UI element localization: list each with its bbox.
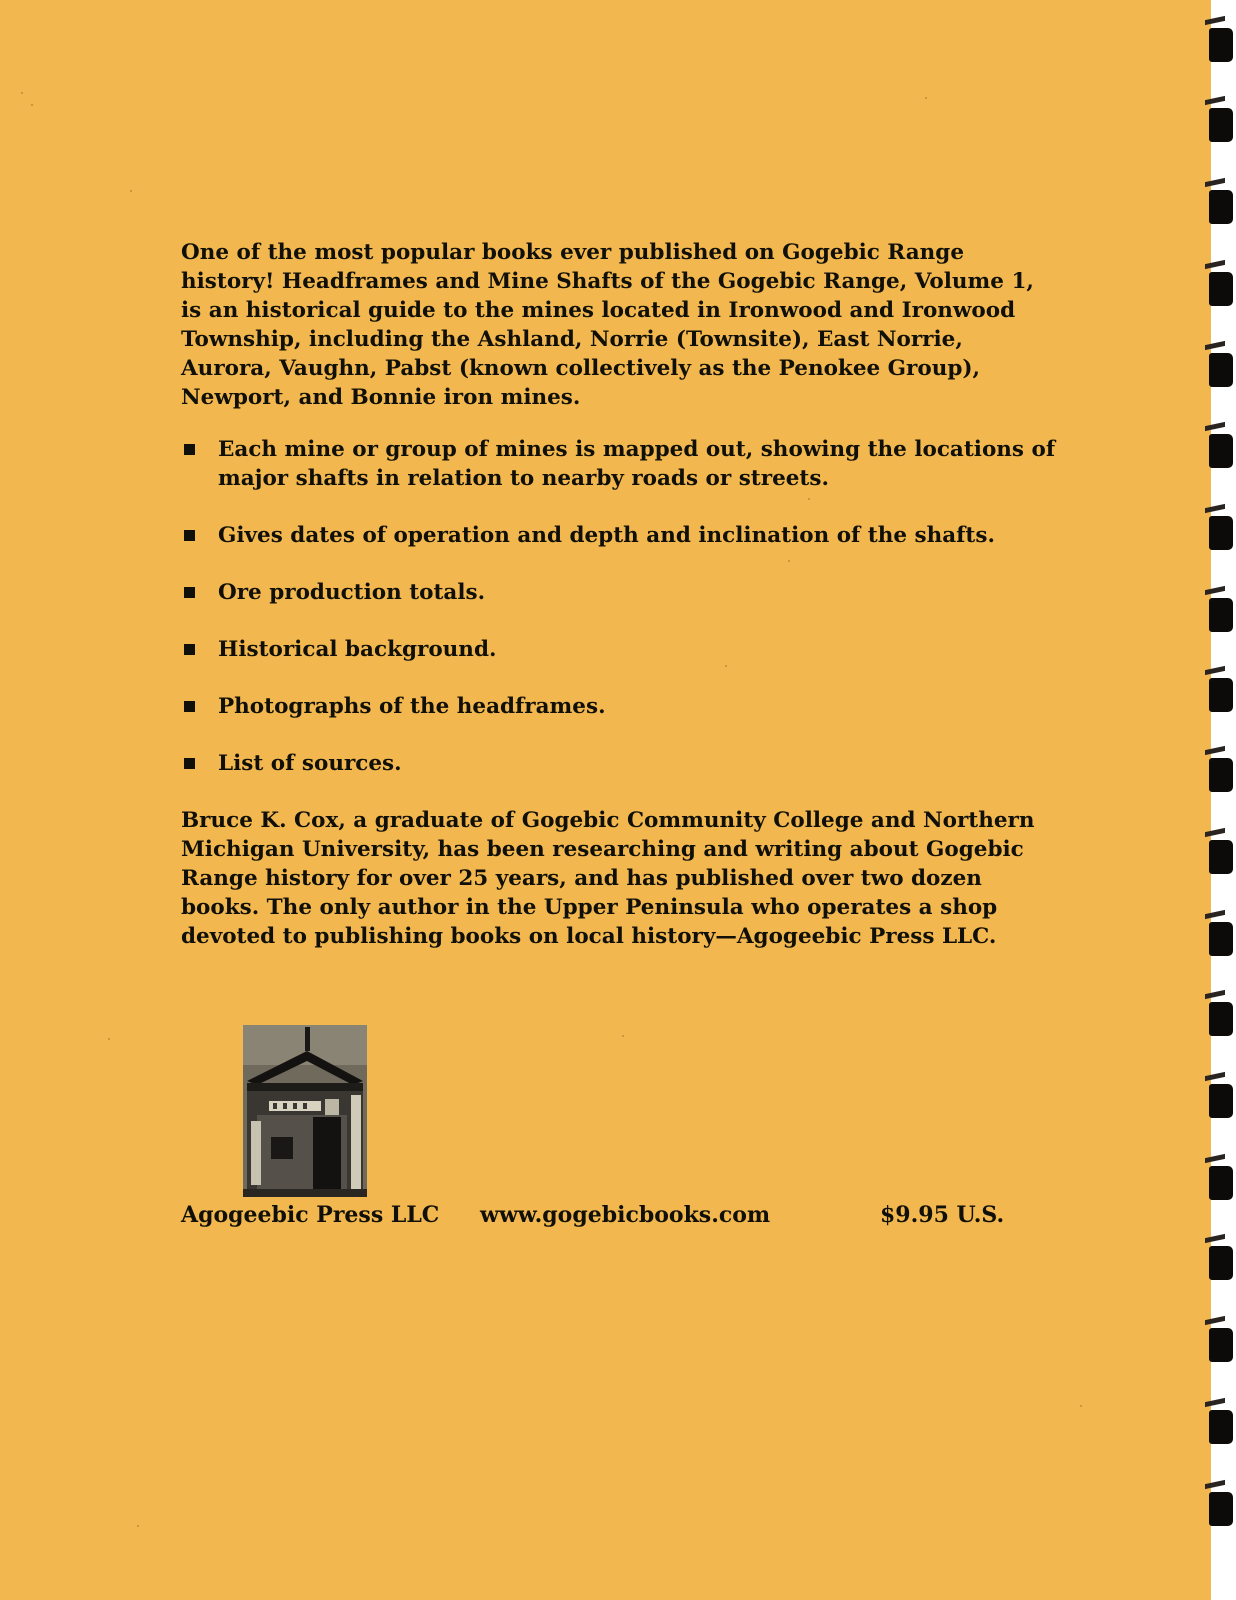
paper-speck xyxy=(925,97,927,99)
binding-coil xyxy=(1205,1400,1235,1444)
binding-coil xyxy=(1205,180,1235,224)
binding-coil xyxy=(1205,830,1235,874)
binding-coil xyxy=(1205,1156,1235,1200)
binding-coil xyxy=(1205,1318,1235,1362)
binding-coil xyxy=(1205,1482,1235,1526)
binding-coil xyxy=(1205,748,1235,792)
paper-speck xyxy=(130,190,132,192)
binding-coil xyxy=(1205,424,1235,468)
binding-coil xyxy=(1205,262,1235,306)
square-bullet-icon xyxy=(184,587,195,598)
spiral-binding-icon xyxy=(1205,0,1236,1600)
binding-coil xyxy=(1205,506,1235,550)
binding-coil xyxy=(1205,588,1235,632)
paper-speck xyxy=(21,92,23,94)
website-url: www.gogebicbooks.com xyxy=(480,1202,771,1228)
price-label: $9.95 U.S. xyxy=(880,1202,1005,1228)
square-bullet-icon xyxy=(184,644,195,655)
list-item xyxy=(181,435,1061,493)
binding-coil xyxy=(1205,1074,1235,1118)
binding-coil xyxy=(1205,18,1235,62)
paper-speck xyxy=(622,1035,624,1037)
binding-coil xyxy=(1205,1236,1235,1280)
square-bullet-icon xyxy=(184,530,195,541)
feature-text: List of sources. xyxy=(218,751,402,776)
feature-text: Each mine or group of mines is mapped out, showing the locations of major shafts in relation to nearby roads or streets. xyxy=(218,437,1056,491)
list-item xyxy=(181,749,1061,778)
feature-text: Gives dates of operation and depth and inclination of the shafts. xyxy=(218,523,995,548)
feature-text: Photographs of the headframes. xyxy=(218,694,606,719)
list-item xyxy=(181,578,1061,607)
paper-speck xyxy=(31,104,33,106)
binding-coil xyxy=(1205,343,1235,387)
author-bio: Bruce K. Cox, a graduate of Gogebic Community College and Northern Michigan University, has been researching and writing about Gogebic Range history for over 25 years, and has published over two dozen books. The only author in the Upper Peninsula who operates a shop devoted to publishing books on local history—Agogeebic Press LLC. xyxy=(181,808,1035,949)
binding-coil xyxy=(1205,992,1235,1036)
square-bullet-icon xyxy=(184,444,195,455)
feature-text: Ore production totals. xyxy=(218,580,486,605)
paper-speck xyxy=(1080,1405,1082,1407)
binding-coil xyxy=(1205,668,1235,712)
binding-coil xyxy=(1205,98,1235,142)
list-item xyxy=(181,692,1061,721)
feature-list xyxy=(181,435,1061,806)
headframe-photo xyxy=(243,1025,367,1197)
paper-speck xyxy=(108,1038,110,1040)
list-item xyxy=(181,635,1061,664)
square-bullet-icon xyxy=(184,758,195,769)
book-description: One of the most popular books ever published on Gogebic Range history! Headframes and Mine Shafts of the Gogebic Range, Volume 1, is an historical guide to the mines located in Ironwood and Ironwood Township, including the Ashland, Norrie (Townsite), East Norrie, Aurora, Vaughn, Pabst (known collectively as the Penokee Group), Newport, and Bonnie iron mines. xyxy=(181,240,1034,410)
square-bullet-icon xyxy=(184,701,195,712)
paper-speck xyxy=(137,1525,139,1527)
feature-text: Historical background. xyxy=(218,637,497,662)
binding-coil xyxy=(1205,912,1235,956)
publisher-name: Agogeebic Press LLC xyxy=(181,1202,440,1228)
list-item xyxy=(181,521,1061,550)
